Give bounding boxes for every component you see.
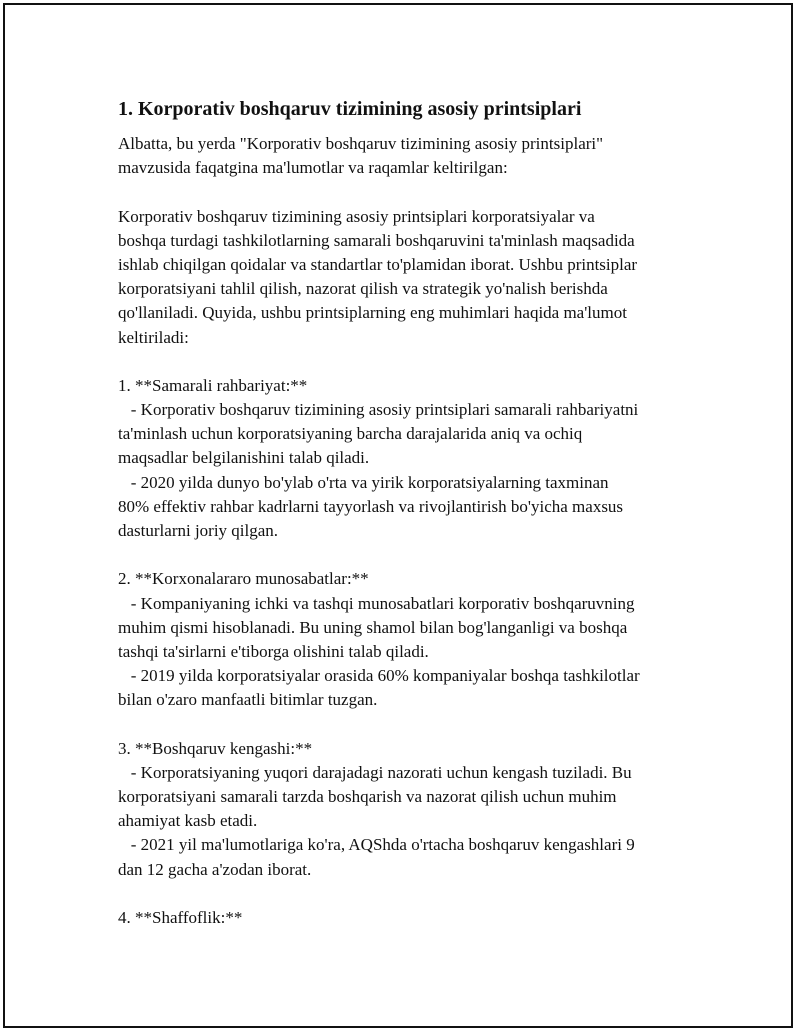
section-line: ta'minlash uchun korporatsiyaning barcha darajalarida aniq va ochiq: [118, 424, 583, 444]
section-line: - Korporatsiyaning yuqori darajadagi nazorati uchun kengash tuziladi. Bu: [118, 762, 632, 782]
section-line: korporatsiyani samarali tarzda boshqarish va nazorat qilish uchun muhim: [118, 787, 617, 807]
paragraph-line: ishlab chiqilgan qoidalar va standartlar to'plamidan iborat. Ushbu printsiplar: [118, 254, 638, 274]
section-heading: 3. **Boshqaruv kengashi:**: [118, 738, 313, 758]
paragraph-line: mavzusida faqatgina ma'lumotlar va raqamlar keltirilgan:: [118, 158, 508, 178]
section-line: 80% effektiv rahbar kadrlarni tayyorlash va rivojlantirish bo'yicha maxsus: [118, 496, 624, 516]
section-line: - Kompaniyaning ichki va tashqi munosabatlari korporativ boshqaruvning: [118, 593, 635, 613]
overview-paragraph: [118, 205, 708, 350]
section-line: tashqi ta'sirlarni e'tiborga olishini talab qiladi.: [118, 641, 429, 661]
section-line: maqsadlar belgilanishini talab qiladi.: [118, 448, 370, 468]
paragraph-line: qo'llaniladi. Quyida, ushbu printsiplarning eng muhimlari haqida ma'lumot: [118, 303, 627, 323]
section-line: dan 12 gacha a'zodan iborat.: [118, 859, 312, 879]
paragraph-line: Korporativ boshqaruv tizimining asosiy printsiplari korporatsiyalar va: [118, 206, 595, 226]
paragraph-gap: [118, 882, 708, 906]
section-line: ahamiyat kasb etadi.: [118, 811, 258, 831]
paragraph-line: boshqa turdagi tashkilotlarning samarali boshqaruvini ta'minlash maqsadida: [118, 230, 635, 250]
section-inter-company-relations: [118, 567, 708, 712]
section-board-of-directors: [118, 737, 708, 882]
section-heading: 2. **Korxonalararo munosabatlar:**: [118, 569, 369, 589]
paragraph-gap: [118, 350, 708, 374]
section-line: muhim qismi hisoblanadi. Bu uning shamol bilan bog'langanligi va boshqa: [118, 617, 628, 637]
section-heading: 4. **Shaffoflik:**: [118, 908, 243, 927]
paragraph-gap: [118, 543, 708, 567]
paragraph-line: korporatsiyani tahlil qilish, nazorat qilish va strategik yo'nalish berishda: [118, 279, 608, 299]
paragraph-gap: [118, 180, 708, 204]
section-effective-leadership: [118, 374, 708, 543]
paragraph-line: keltiriladi:: [118, 327, 189, 347]
section-line: - 2019 yilda korporatsiyalar orasida 60% kompaniyalar boshqa tashkilotlar: [118, 666, 640, 686]
section-line: - 2020 yilda dunyo bo'ylab o'rta va yirik korporatsiyalarning taxminan: [118, 472, 609, 492]
section-heading: 1. **Samarali rahbariyat:**: [118, 375, 308, 395]
document-body: [118, 96, 708, 930]
paragraph-line: Albatta, bu yerda "Korporativ boshqaruv tizimining asosiy printsiplari": [118, 134, 604, 153]
section-line: - Korporativ boshqaruv tizimining asosiy printsiplari samarali rahbariyatni: [118, 400, 639, 420]
section-line: dasturlarni joriy qilgan.: [118, 521, 279, 540]
document-title: 1. Korporativ boshqaruv tizimining asosiy printsiplari: [118, 98, 582, 120]
paragraph-gap: [118, 713, 708, 737]
section-line: bilan o'zaro manfaatli bitimlar tuzgan.: [118, 690, 378, 710]
section-line: - 2021 yil ma'lumotlariga ko'ra, AQShda o'rtacha boshqaruv kengashlari 9: [118, 835, 635, 855]
intro-paragraph: [118, 132, 708, 180]
section-transparency: [118, 906, 708, 930]
